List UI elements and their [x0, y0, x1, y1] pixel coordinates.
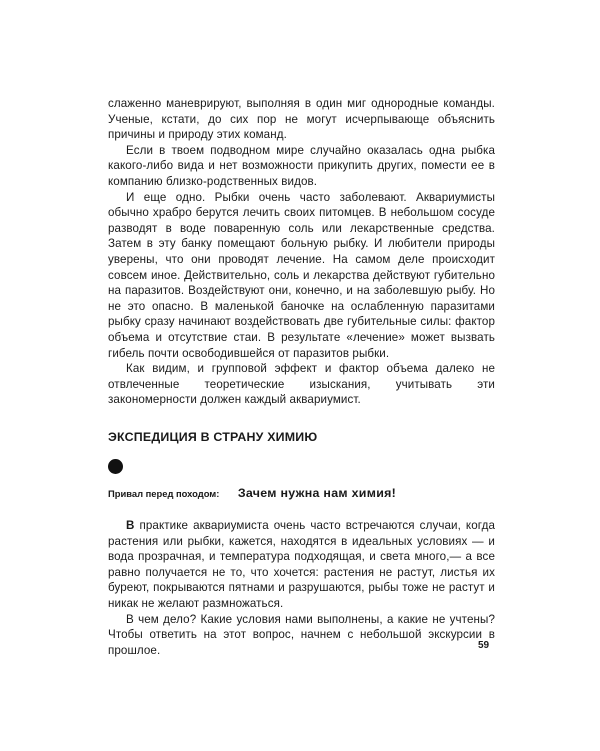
paragraph-treatment: И еще одно. Рыбки очень часто заболевают. Аквариумисты обычно храбро берутся лечить своих питомцев. В небольшом сосуде разводят в воде поваренную соль или лекарственные средства. Затем в эту банку помещают больную рыбку. И любители природы уверены, что они проводят лечение. На самом деле происходит совсем иное. Действительно, соль и лекарства действуют губительно на паразитов. Воздействуют они, конечно, и на заболевшую рыбу. Но не это опасно. В маленькой баночке на ослабленную паразитами рыбку сразу начинают воздействовать две губительные силы: фактор объема и отсутствие стаи. В результате «лечение» может вызвать гибель почти освободившейся от паразитов рыбки.	[108, 190, 495, 360]
page-number: 59	[478, 640, 490, 651]
paragraph-aquarist-practice-text: практике аквариумиста очень часто встречаются случаи, когда растения или рыбки, кажется, находятся в идеальных условиях — и вода прозрачная, и температура подходящая, и света много,— а все равно получается не то, что хочется: растения не растут, листья их буреют, покрываются пятнами и разрушаются, рыбы тоже не растут и никак не желают размножаться.	[108, 519, 495, 610]
halt-heading	[108, 484, 508, 502]
section-title: ЭКСПЕДИЦИЯ В СТРАНУ ХИМИЮ	[108, 430, 318, 444]
top-text-block	[108, 96, 495, 408]
paragraph-aquarist-practice	[108, 518, 495, 612]
paragraph-single-fish: Если в твоем подводном мире случайно оказалась одна рыбка какого-либо вида и нет возможности прикупить других, помести ее в компанию близко-родственных видов.	[108, 143, 495, 188]
lead-word: В	[126, 519, 135, 532]
paragraph-question: В чем дело? Какие условия нами выполнены, а какие не учтены? Чтобы ответить на этот вопрос, начнем с небольшой экскурсии в прошлое.	[108, 612, 495, 657]
bullet-dot-icon	[108, 459, 123, 474]
halt-label: Привал перед походом:	[108, 488, 220, 499]
paragraph-conclusion: Как видим, и групповой эффект и фактор объема далеко не отвлеченные теоретические изыскания, учитывать эти закономерности должен каждый аквариумист.	[108, 362, 495, 407]
bottom-text-block	[108, 518, 495, 658]
halt-title: Зачем нужна нам химия!	[237, 486, 397, 500]
paragraph-continued: слаженно маневрируют, выполняя в один миг однородные команды. Ученые, кстати, до сих пор не могут исчерпывающе объяснить причины и природу этих команд.	[108, 97, 495, 142]
